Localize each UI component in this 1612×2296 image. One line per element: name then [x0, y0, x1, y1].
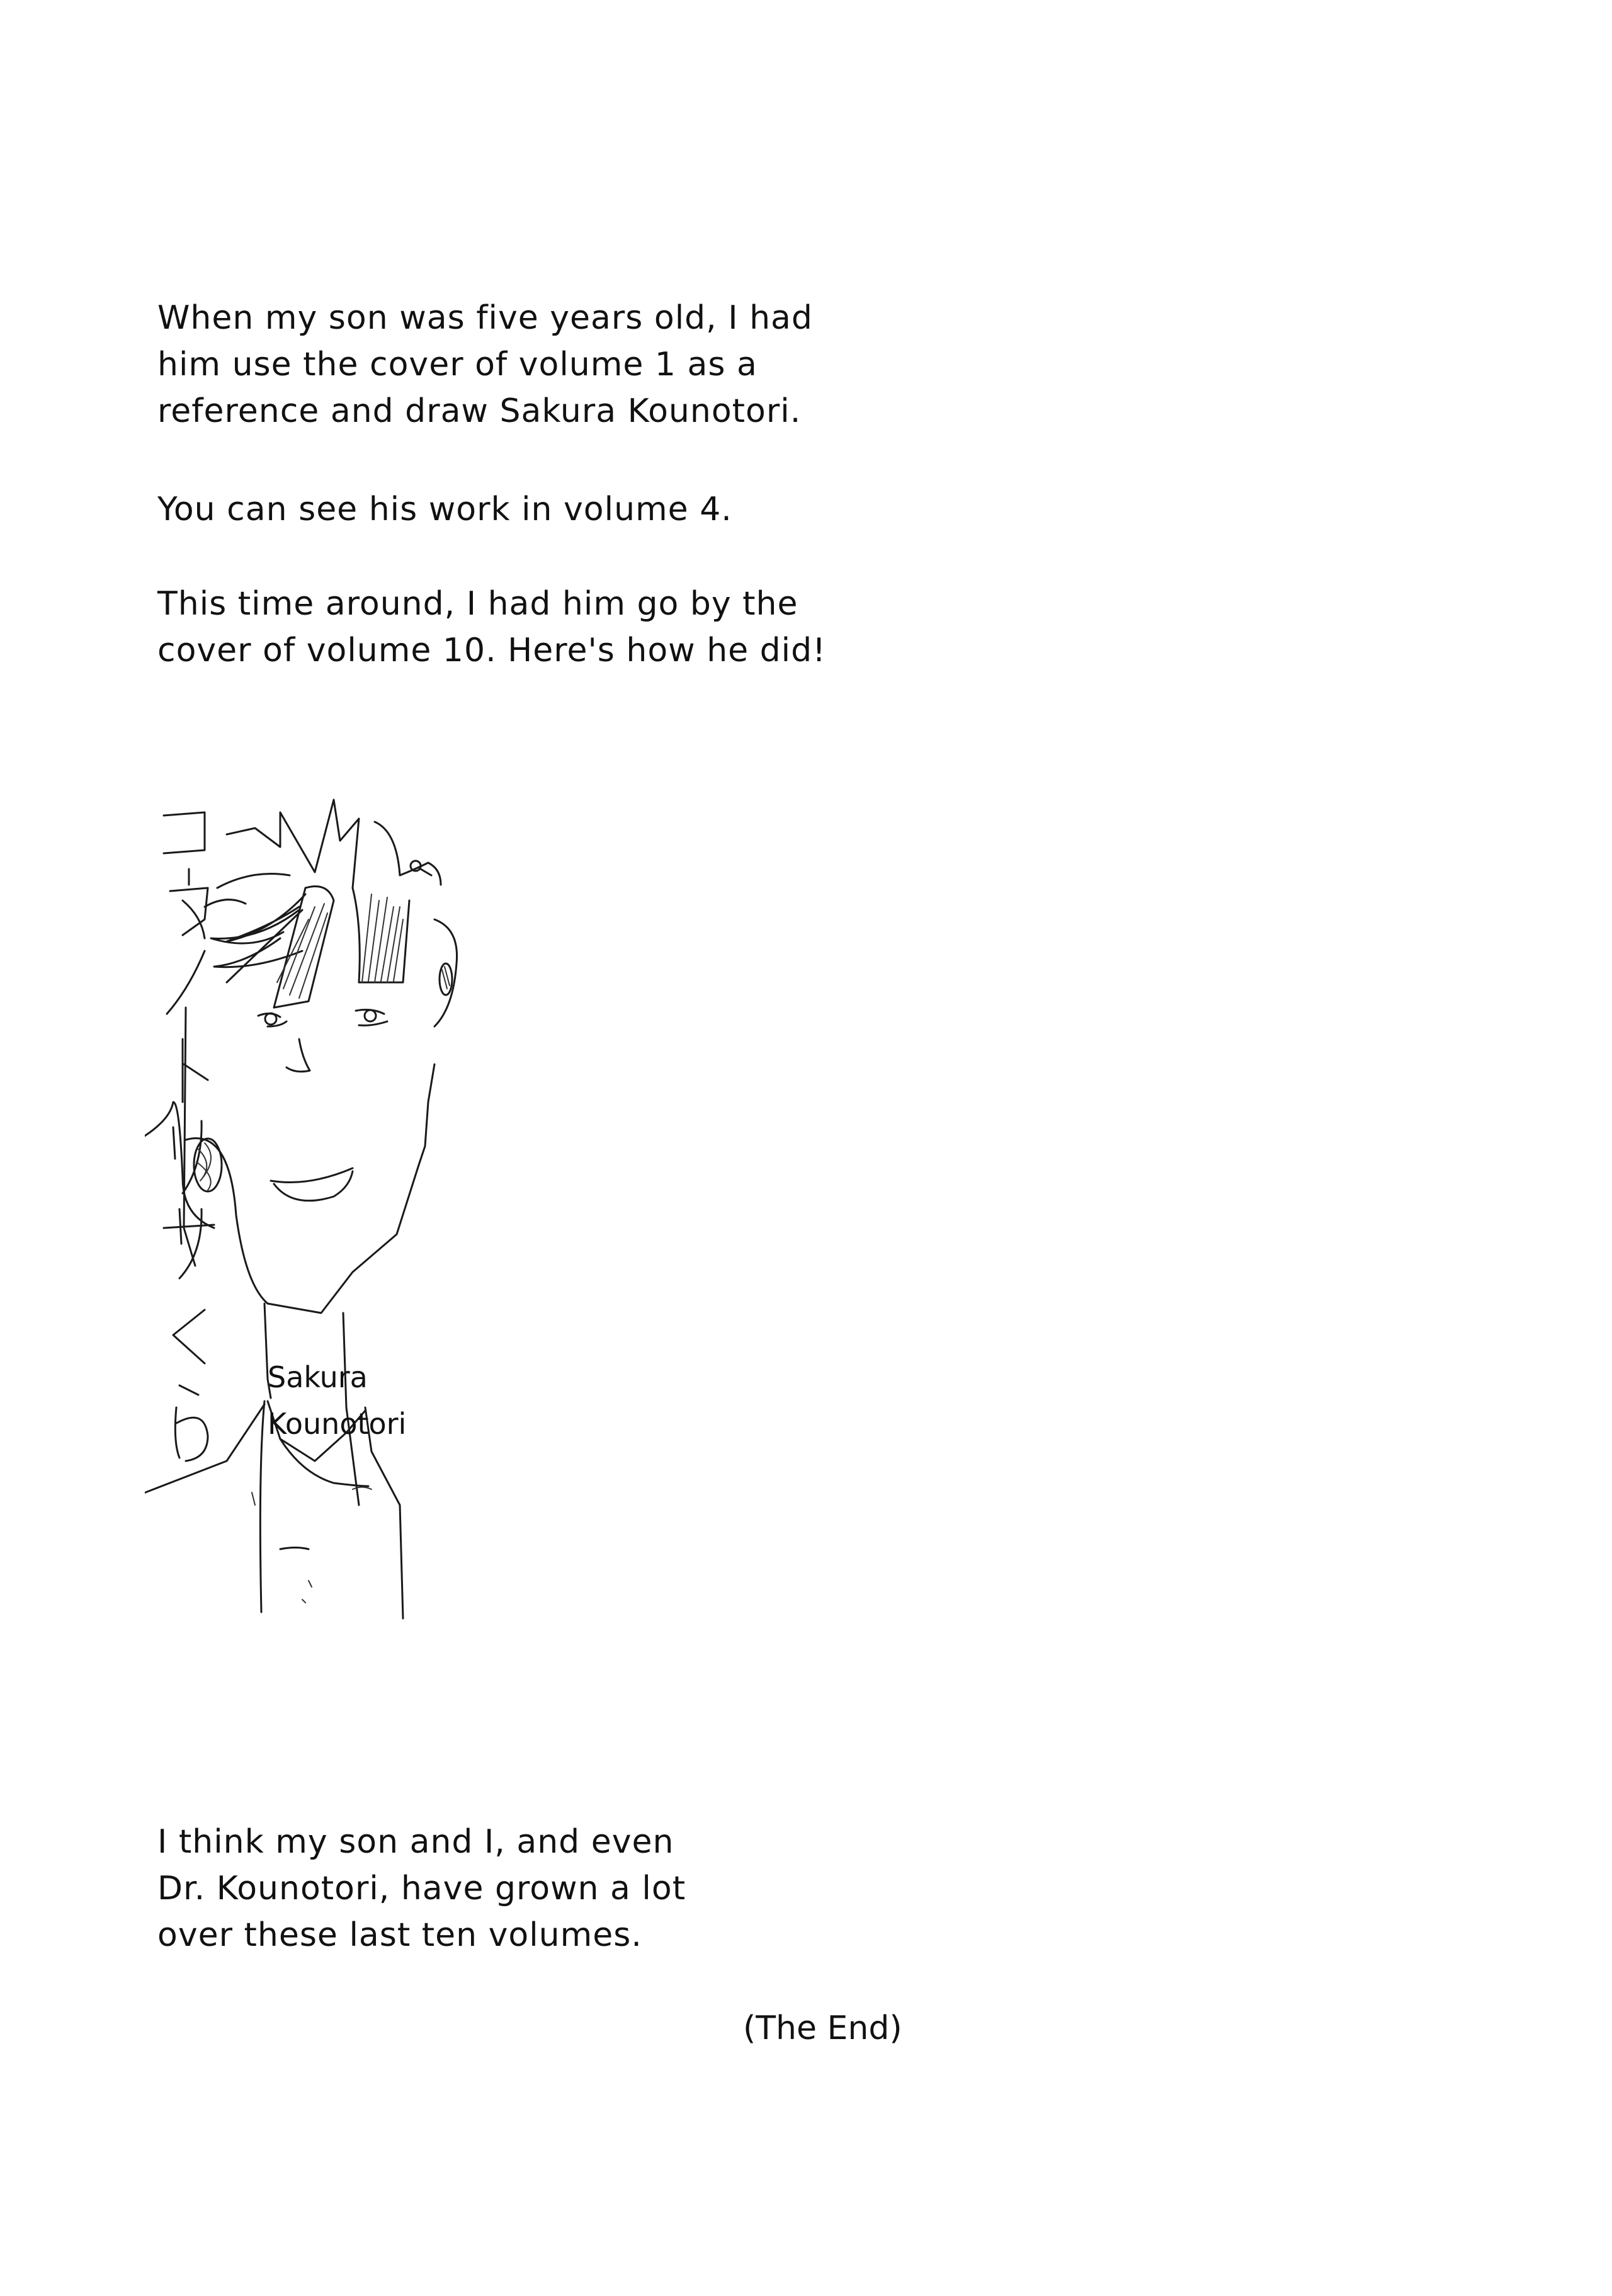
volume-10-paragraph: This time around, I had him go by the cover of volume 10. Here's how he did!	[157, 585, 826, 669]
child-drawing-of-sakura-kounotori	[145, 775, 856, 1744]
the-end-label: (The End)	[743, 2009, 902, 2047]
hair	[183, 800, 441, 1008]
closing-paragraph: I think my son and I, and even Dr. Kounotori, have grown a lot over these last ten volumes.	[157, 1823, 686, 1954]
face	[145, 910, 457, 1313]
volume-4-paragraph: You can see his work in volume 4.	[157, 491, 732, 528]
intro-paragraph: When my son was five years old, I had him use the cover of volume 1 as a reference and draw Sakura Kounotori.	[157, 299, 813, 430]
neck-and-body	[145, 1304, 403, 1618]
drawing-caption: Sakura Kounotori	[268, 1360, 407, 1441]
handwritten-katakana	[164, 812, 214, 1461]
